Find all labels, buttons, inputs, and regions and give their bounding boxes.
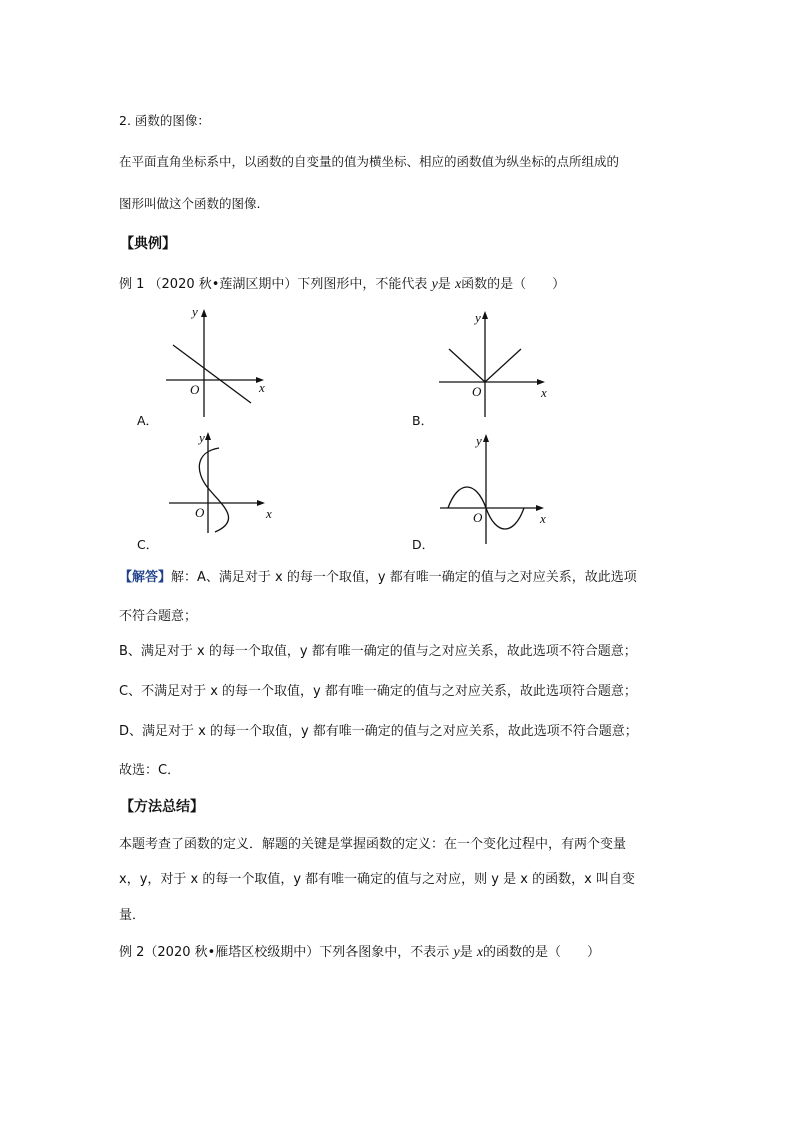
ex2-suffix: 的函数的是（ ） — [483, 945, 601, 960]
option-a-label: A． — [137, 413, 159, 428]
graph-c — [165, 428, 285, 536]
answer-line-2: 不符合题意； — [119, 609, 198, 624]
definition-line-1: 在平面直角坐标系中，以函数的自变量的值为横坐标、相应的函数值为纵坐标的点所组成的 — [119, 154, 620, 169]
graph-d-x-label: x — [540, 511, 546, 526]
answer-line-6: 故选：C． — [119, 763, 181, 778]
graph-a-y-label: y — [192, 304, 198, 319]
graph-c-origin: O — [195, 505, 205, 520]
option-c-label: C． — [137, 537, 159, 552]
example-2-question — [119, 941, 600, 961]
method-line-3: 量． — [119, 908, 146, 923]
ex1-prefix: 例 1 （2020 秋•莲湖区期中）下列图形中，不能代表 — [119, 277, 428, 292]
answer-line-3: B、满足对于 x 的每一个取值，y 都有唯一确定的值与之对应关系，故此选项不符合题意； — [119, 644, 637, 659]
graph-d — [436, 428, 556, 546]
answer-line-1-text: 解：A、满足对于 x 的每一个取值，y 都有唯一确定的值与之对应关系，故此选项 — [171, 570, 637, 585]
ex2-var-y: y — [453, 945, 460, 960]
graph-d-y-label: y — [476, 433, 482, 448]
ex2-mid: 是 — [459, 945, 473, 960]
answer-tag: 【解答】 — [119, 570, 172, 585]
answer-line-5: D、满足对于 x 的每一个取值，y 都有唯一确定的值与之对应关系，故此选项不符合题意； — [119, 724, 638, 739]
option-d-label: D． — [412, 537, 435, 552]
graph-a-origin: O — [190, 382, 200, 397]
ex1-var-x: x — [454, 277, 462, 292]
ex1-mid: 是 — [437, 277, 451, 292]
ex1-suffix: 函数的是（ ） — [461, 277, 566, 292]
graph-a — [160, 305, 280, 423]
definition-line-2: 图形叫做这个函数的图像. — [119, 196, 261, 211]
graph-b-x-label: x — [541, 385, 547, 400]
graph-c-y-label: y — [199, 430, 205, 445]
ex2-prefix: 例 2（2020 秋•雁塔区校级期中）下列各图象中，不表示 — [119, 945, 450, 960]
graph-a-x-label: x — [259, 380, 265, 395]
ex2-var-x: x — [476, 945, 484, 960]
example-1-question — [119, 273, 565, 293]
option-b-label: B． — [412, 413, 434, 428]
graph-d-origin: O — [473, 510, 483, 525]
graph-a-line — [173, 345, 251, 403]
graph-c-x-label: x — [266, 506, 272, 521]
example-heading: 【典例】 — [120, 236, 176, 252]
answer-line-4: C、不满足对于 x 的每一个取值，y 都有唯一确定的值与之对应关系，故此选项符合题意； — [119, 684, 637, 699]
graph-b-y-label: y — [475, 310, 481, 325]
section-title: 2. 函数的图像： — [119, 113, 210, 128]
graph-b-origin: O — [472, 384, 482, 399]
graph-b — [435, 305, 555, 423]
method-line-1: 本题考查了函数的定义．解题的关键是掌握函数的定义：在一个变化过程中，有两个变量 — [119, 837, 627, 852]
method-heading: 【方法总结】 — [120, 799, 204, 815]
answer-line-1 — [119, 566, 637, 585]
ex1-var-y: y — [431, 277, 438, 292]
method-line-2: x，y，对于 x 的每一个取值，y 都有唯一确定的值与之对应，则 y 是 x 的函数，x 叫自变 — [119, 872, 635, 887]
